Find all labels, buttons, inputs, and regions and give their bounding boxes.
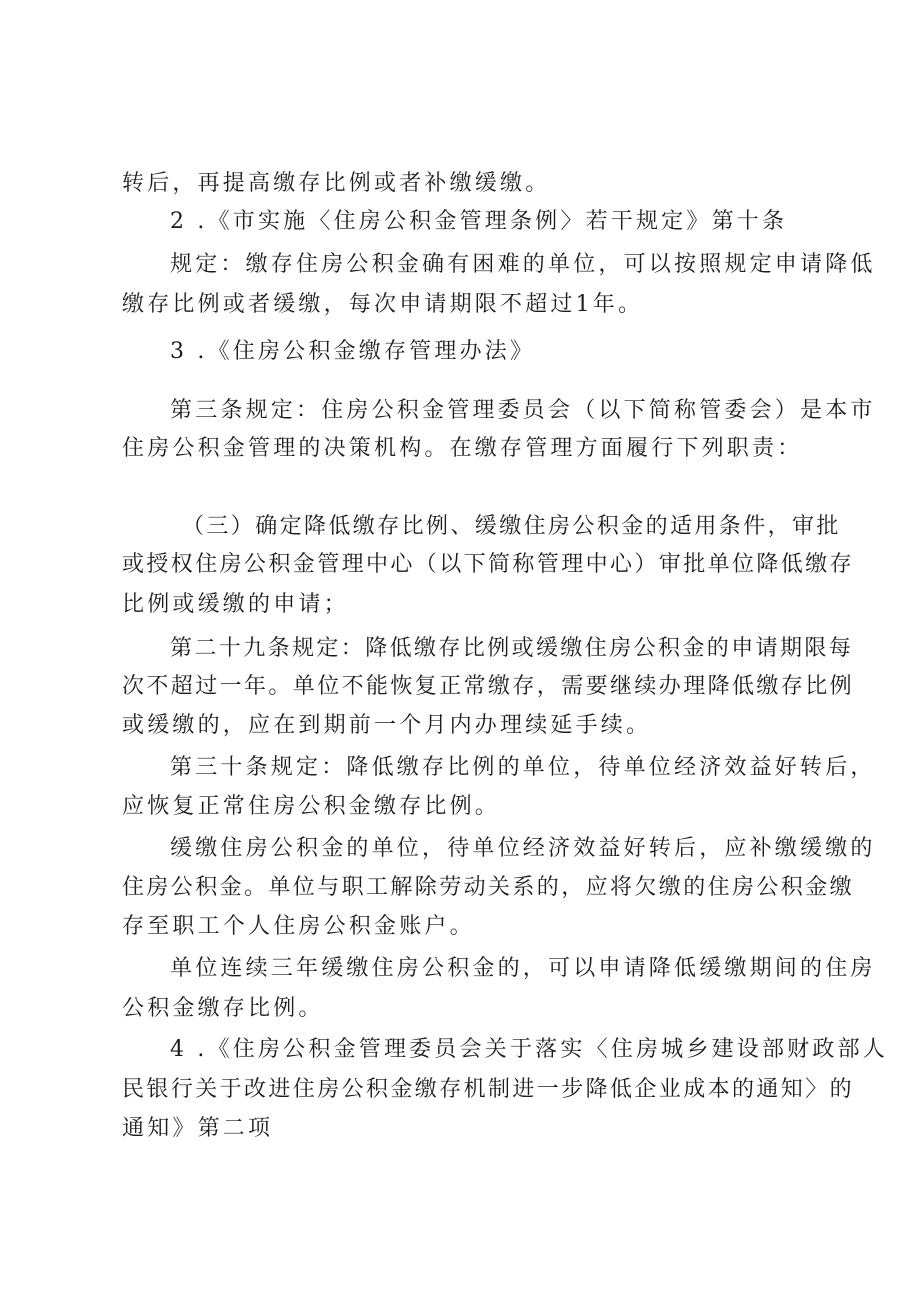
paragraph-line: 或缓缴的，应在到期前一个月内办理续延手续。	[122, 713, 652, 738]
paragraph-line: 第三十条规定：降低缴存比例的单位，待单位经济效益好转后，	[170, 755, 876, 780]
numbered-item-line: 3 .《住房公积金缴存管理办法》	[170, 339, 536, 364]
paragraph-line: 规定：缴存住房公积金确有困难的单位，可以按照规定申请降低	[170, 252, 876, 277]
paragraph-line: 缴存比例或者缓缴，每次申请期限不超过1年。	[122, 292, 644, 317]
paragraph-line: 转后，再提高缴存比例或者补缴缓缴。	[122, 171, 551, 196]
paragraph-line: 第二十九条规定：降低缴存比例或缓缴住房公积金的申请期限每	[170, 636, 854, 661]
list-item-line: （三）确定降低缴存比例、缓缴住房公积金的适用条件，审批	[182, 514, 841, 539]
paragraph-line: 应恢复正常住房公积金缴存比例。	[122, 794, 501, 819]
paragraph-line: 次不超过一年。单位不能恢复正常缴存，需要继续办理降低缴存比例	[122, 674, 855, 699]
paragraph-line: 缓缴住房公积金的单位，待单位经济效益好转后，应补缴缓缴的	[170, 836, 876, 861]
numbered-item-line: 4 .《住房公积金管理委员会关于落实〈住房城乡建设部财政部人	[170, 1037, 888, 1062]
paragraph-line: 比例或缓缴的申请；	[122, 592, 349, 617]
paragraph-line: 住房公积金。单位与职工解除劳动关系的，应将欠缴的住房公积金缴	[122, 875, 855, 900]
paragraph-line: 或授权住房公积金管理中心（以下简称管理中心）审批单位降低缴存	[122, 552, 855, 577]
paragraph-line: 存至职工个人住房公积金账户。	[122, 914, 475, 939]
paragraph-line: 民银行关于改进住房公积金缴存机制进一步降低企业成本的通知〉的	[122, 1077, 855, 1102]
paragraph-line: 公积金缴存比例。	[122, 996, 324, 1021]
paragraph-line: 通知》第二项	[122, 1116, 274, 1141]
paragraph-line: 住房公积金管理的决策机构。在缴存管理方面履行下列职责：	[122, 436, 803, 461]
paragraph-line: 单位连续三年缓缴住房公积金的，可以申请降低缓缴期间的住房	[170, 956, 876, 981]
numbered-item-line: 2 .《市实施〈住房公积金管理条例〉若干规定》第十条	[170, 209, 788, 234]
paragraph-line: 第三条规定：住房公积金管理委员会（以下简称管委会）是本市	[170, 398, 876, 423]
